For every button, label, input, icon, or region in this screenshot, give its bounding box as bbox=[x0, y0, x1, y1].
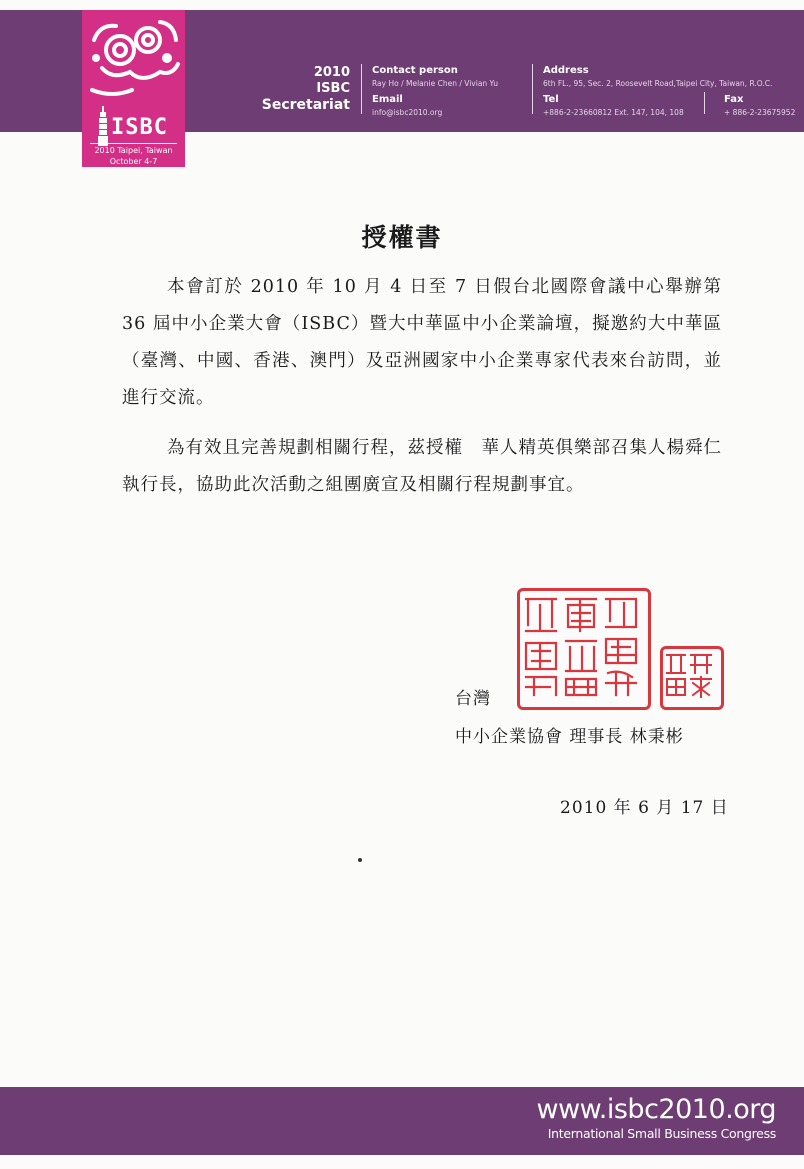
footer-url: www.isbc2010.org bbox=[536, 1094, 776, 1125]
secretariat-year: 2010 bbox=[313, 65, 350, 80]
footer-org-name: International Small Business Congress bbox=[547, 1126, 776, 1141]
contact-label: Contact person bbox=[372, 65, 458, 76]
logo-wordmark: ISBC bbox=[111, 115, 168, 140]
official-seal-large bbox=[517, 588, 651, 710]
tel-value: +886-2-23660812 Ext. 147, 104, 108 bbox=[543, 108, 684, 117]
seal-glyphs-icon bbox=[663, 649, 715, 701]
ink-dot bbox=[358, 858, 362, 862]
email-label: Email bbox=[372, 94, 403, 105]
secretariat-name: Secretariat bbox=[261, 97, 350, 113]
header-divider bbox=[532, 64, 533, 114]
cloud-ornament-icon bbox=[82, 10, 185, 110]
tel-label: Tel bbox=[543, 94, 559, 105]
contact-value: Ray Ho / Melanie Chen / Vivian Yu bbox=[372, 79, 499, 88]
address-label: Address bbox=[543, 65, 589, 76]
logo-divider bbox=[90, 143, 177, 144]
fax-value: + 886-2-23675952 bbox=[724, 108, 796, 117]
header-divider bbox=[361, 64, 362, 114]
address-value: 6th FL., 95, Sec. 2, Roosevelt Road,Taipei City, Taiwan, R.O.C. bbox=[543, 79, 773, 88]
document-date: 2010 年 6 月 17 日 bbox=[560, 798, 729, 818]
fax-label: Fax bbox=[724, 94, 744, 105]
signatory-org-line: 中小企業協會 理事長 林秉彬 bbox=[455, 727, 684, 747]
secretariat-org: ISBC bbox=[316, 81, 350, 96]
header-divider bbox=[704, 92, 705, 114]
isbc-logo bbox=[82, 10, 185, 167]
logo-dates: October 4-7 bbox=[109, 157, 158, 166]
document-title: 授權書 bbox=[361, 223, 443, 252]
body-paragraph-1: 本會訂於 2010 年 10 月 4 日至 7 日假台北國際會議中心舉辦第 36 屆中小企業大會（ISBC）暨大中華區中小企業論壇，擬邀約大中華區（臺灣、中國、香港、澳門）及亞洲國家中小企業專家代表來台訪問，並進行交流。 bbox=[122, 277, 722, 408]
seal-glyphs-icon bbox=[520, 591, 642, 701]
email-value: info@isbc2010.org bbox=[372, 108, 443, 117]
signatory-region: 台灣 bbox=[455, 689, 491, 709]
logo-city: 2010 Taipei, Taiwan bbox=[94, 146, 173, 155]
body-paragraph-2: 為有效且完善規劃相關行程，茲授權 華人精英俱樂部召集人楊舜仁 執行長，協助此次活動之組團廣宣及相關行程規劃事宜。 bbox=[122, 438, 722, 495]
official-seal-small bbox=[660, 646, 724, 710]
